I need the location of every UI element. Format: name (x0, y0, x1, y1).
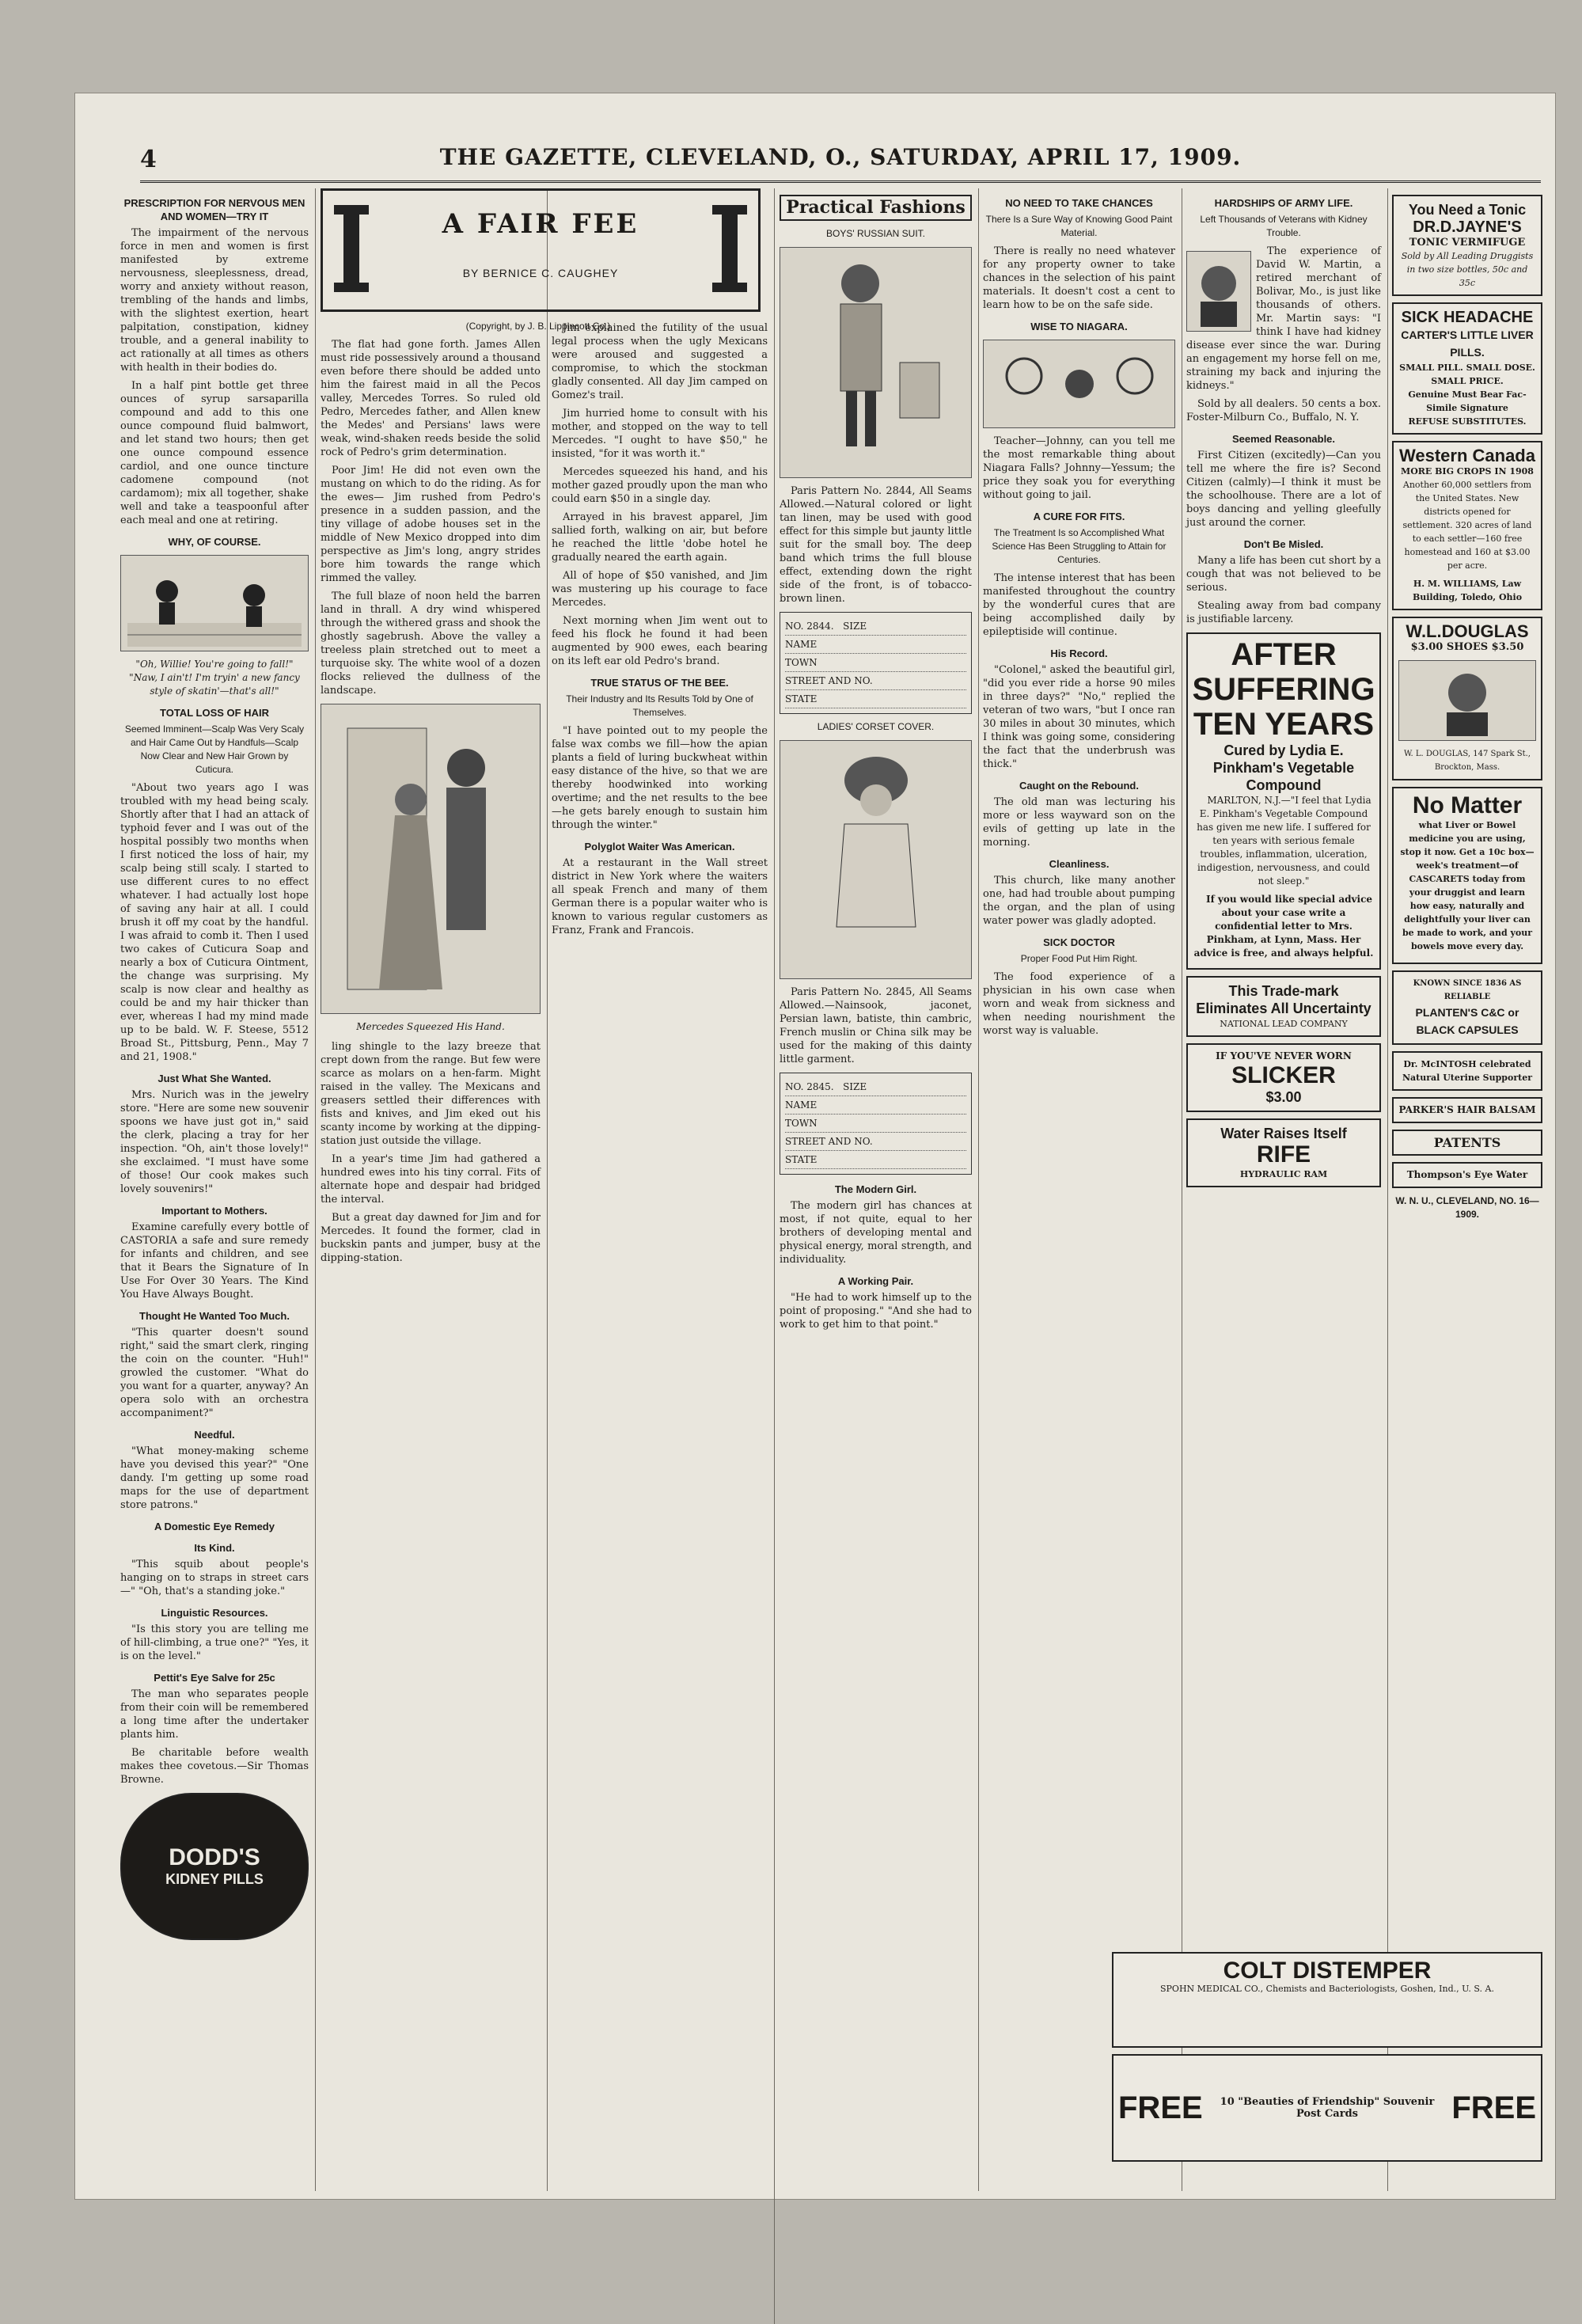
subhead-fits: The Treatment Is so Accomplished What Science Has Been Struggling to Attain for Centuries. (992, 527, 1167, 565)
article-text: Jim explained the futility of the usual legal process when the ugly Mexicans were aroused and suggested a compromise, to which the stockman gladly consented. All day Jim camped on Gomez's trail. (552, 322, 768, 401)
ad-brand: DODD'S (169, 1844, 260, 1870)
headline-working-pair: A Working Pair. (837, 1275, 914, 1287)
article-text: Mercedes squeezed his hand, and his mother gazed proudly upon the man who could earn $50 in a single day. (552, 466, 768, 505)
free-postcards-ad (1112, 2054, 1542, 2162)
headline-linguistic: Linguistic Resources. (161, 1607, 268, 1619)
western-canada-ad (1392, 441, 1542, 610)
wnu-line: W. N. U., CLEVELAND, NO. 16—1909. (1395, 1195, 1539, 1220)
ad-heading: SICK HEADACHE (1401, 309, 1534, 326)
ad-heading: COLT DISTEMPER (1223, 1958, 1432, 1984)
ad-heading: No Matter (1412, 792, 1523, 818)
masthead (140, 139, 1541, 183)
ad-tail: W. L. DOUGLAS, 147 Spark St., Brockton, Mass. (1404, 750, 1531, 772)
jayne-tonic-ad (1392, 195, 1542, 296)
feature-title: A FAIR FEE (442, 208, 639, 240)
article-text: Mrs. Nurich was in the jewelry store. "Here are some new souvenir spoons we have just got in," said the clerk, placing a tray for her inspection. "Oh, ain't those lovely!" she exclaimed. "I must have some of those! Our cook makes such lovely souvenirs!" (120, 1089, 309, 1195)
article-text: First Citizen (excitedly)—Can you tell me where the fire is? Second Citizen (calmly)—I think it must be the schoolhouse. There are a lot of boys dancing and yelling gleefully just around the corner. (1186, 450, 1381, 529)
article-text: In a half pint bottle get three ounces of syrup sarsaparilla compound and add to this one ounce compound fluid balmwort, and let stand two hours; then get one ounce compound essence cardiol, and one ounce tincture cadomene compound (not cardamom); mix all together, shake well and take a teaspoonful after each meal and one at retiring. (120, 380, 309, 526)
ad-agent: H. M. WILLIAMS, Law Building, Toledo, Ohio (1412, 579, 1523, 602)
portrait-illustration (1191, 256, 1246, 327)
form-row-town[interactable]: TOWN (785, 654, 966, 672)
ad-subhead: MORE BIG CROPS IN 1908 (1401, 466, 1534, 477)
cartoon-illustration (992, 344, 1167, 423)
form-row-town[interactable]: TOWN (785, 1115, 966, 1133)
cascarets-ad (1392, 787, 1542, 964)
form-row-name[interactable]: NAME (785, 1096, 966, 1115)
slicker-ad (1186, 1043, 1381, 1112)
thompson-eye-water-ad: Thompson's Eye Water (1392, 1162, 1542, 1188)
ad-brand: DR.D.JAYNE'S (1413, 218, 1522, 236)
headline-waiter: Polyglot Waiter Was American. (584, 841, 735, 853)
article-text: Be charitable before wealth makes thee covetous.—Sir Thomas Browne. (120, 1747, 309, 1786)
article-text: The modern girl has chances at most, if not quite, equal to her brothers of developing mental and physical energy, moral strength, and individuality. (780, 1200, 972, 1266)
ad-heading: IF YOU'VE NEVER WORN (1216, 1050, 1352, 1061)
cartoon-illustration (127, 560, 302, 647)
pattern-text: Paris Pattern No. 2845, All Seams Allowed.—Nainsook, jaconet, Persian lawn, batiste, thin cambric, French muslin or China silk may be used for the making of this dainty little garment. (780, 986, 972, 1065)
ad-heading-line: TEN YEARS (1193, 707, 1375, 742)
rife-ram-ad (1186, 1118, 1381, 1187)
ad-heading-line: SUFFERING (1192, 672, 1375, 707)
carters-pills-ad (1392, 302, 1542, 435)
page-number: 4 (140, 146, 157, 173)
ad-brand: W.L.DOUGLAS (1406, 621, 1529, 641)
ad-heading-line: AFTER (1231, 637, 1337, 672)
headline-record: His Record. (1050, 647, 1108, 659)
free-right: FREE (1451, 2090, 1536, 2125)
form-row-state[interactable]: STATE (785, 690, 966, 708)
headline-mothers: Important to Mothers. (161, 1205, 267, 1217)
practical-fashions-header: Practical Fashions (780, 195, 972, 221)
ad-offer: 10 "Beauties of Friendship" Souvenir Post Cards (1220, 2096, 1435, 2120)
ad-company: NATIONAL LEAD COMPANY (1220, 1019, 1348, 1029)
headline-niagara: WISE TO NIAGARA. (1030, 321, 1128, 332)
subhead-sick-doctor: Proper Food Put Him Right. (1020, 953, 1138, 964)
article-text: Next morning when Jim went out to feed his flock he found it had been augmented by 900 ewes, each bearing on its left ear old Pedro's brand. (552, 615, 768, 667)
headline-jewelry: Just What She Wanted. (157, 1073, 271, 1084)
subhead-paint: There Is a Sure Way of Knowing Good Paint Material. (985, 214, 1173, 238)
ad-product: TONIC VERMIFUGE (1409, 237, 1526, 249)
article-text: "This quarter doesn't sound right," said the smart clerk, ringing the coin on the counter. "Huh!" growled the customer. "What do you want for a quarter, anyway? An opera solo with an orchestra accompaniment?" (120, 1327, 309, 1419)
headline-rebound: Caught on the Rebound. (1019, 780, 1139, 792)
cartoon-caption: "Oh, Willie! You're going to fall!" "Naw, I ain't! I'm tryin' a new fancy style of skatin'—that's all!" (129, 659, 300, 697)
corset-cover-illustration (780, 740, 972, 979)
ad-body: what Liver or Bowel medicine you are using, stop it now. Get a 10c box—week's treatment—of CASCARETS today from your druggist and learn how easy, naturally and delightfully your liver can be made to work, and your bowels move every day. (1400, 820, 1535, 951)
colt-distemper-ad (1112, 1952, 1542, 2048)
ad-product: PLANTEN'S C&C or BLACK CAPSULES (1415, 1006, 1519, 1036)
article-text: Stealing away from bad company is justifiable larceny. (1186, 600, 1381, 625)
ad-subhead: Cured by Lydia E. Pinkham's Vegetable Compound (1212, 742, 1355, 793)
ad-company: SPOHN MEDICAL CO., Chemists and Bacteriologists, Goshen, Ind., U. S. A. (1160, 1984, 1494, 1994)
headline-prescription: PRESCRIPTION FOR NERVOUS MEN AND WOMEN—TRY IT (123, 197, 305, 222)
ad-sub: HYDRAULIC RAM (1239, 1169, 1328, 1179)
headline-fits: A CURE FOR FITS. (1033, 511, 1125, 522)
parker-balsam-ad: PARKER'S HAIR BALSAM (1392, 1097, 1542, 1123)
patents-ad: PATENTS (1392, 1130, 1542, 1156)
story-illustration (321, 704, 541, 1014)
headline-modern-girl: The Modern Girl. (834, 1183, 917, 1195)
article-text: Teacher—Johnny, can you tell me the most remarkable thing about Niagara Falls? Johnny—Yessum; the price they soak you for everything without going to jail. (983, 435, 1175, 501)
ad-product: SLICKER (1231, 1062, 1336, 1088)
form-row-number[interactable]: NO. 2845. SIZE (785, 1078, 966, 1096)
headline-why-of-course: WHY, OF COURSE. (168, 536, 261, 548)
article-text: "What money-making scheme have you devised this year?" "One dandy. I'm getting up some road maps for the use of department store patrons." (120, 1445, 309, 1511)
ad-tagline: SMALL PILL. SMALL DOSE. SMALL PRICE. (1399, 363, 1535, 386)
ad-refuse: REFUSE SUBSTITUTES. (1408, 416, 1527, 427)
article-text: Jim hurried home to consult with his mother, and stopped on the way to tell Mercedes. "I ought to have $50," he insisted, "for it was worth it." (552, 408, 768, 460)
subhead-army-life: Left Thousands of Veterans with Kidney Trouble. (1200, 214, 1368, 238)
form-row-name[interactable]: NAME (785, 636, 966, 654)
article-text: The man who separates people from their coin will be remembered a long time after the undertaker plants him. (120, 1688, 309, 1741)
form-row-state[interactable]: STATE (785, 1151, 966, 1169)
ad-heading: Water Raises Itself (1220, 1126, 1347, 1141)
douglas-shoes-ad (1392, 617, 1542, 780)
article-text: The flat had gone forth. James Allen must ride possessively around a thousand even before there should be added unto him the fairest maid in all the Pecos valley, Mercedes Torres. So ruled old Pedro, Mercedes father, and Allen knew the Medes' and Persians' laws were weak, wind-shaken reeds beside the solid rock of Pedro's grim determination. (321, 339, 541, 458)
column-3 (552, 188, 775, 2324)
article-text: There is really no need whatever for any property owner to take chances in the selection of his paint materials. It doesn't cost a cent to learn how to be on the safe side. (983, 245, 1175, 311)
subhead-corset-cover: LADIES' CORSET COVER. (817, 721, 935, 732)
headline-sick-doctor: SICK DOCTOR (1043, 936, 1115, 948)
ad-heading: You Need a Tonic (1408, 202, 1527, 218)
form-row-number[interactable]: NO. 2844. SIZE (785, 617, 966, 636)
headline-reasonable: Seemed Reasonable. (1231, 433, 1336, 445)
portrait-martin (1186, 251, 1251, 332)
subhead-hair: Seemed Imminent—Scalp Was Very Scaly and Hair Came Out by Handfuls—Scalp Now Clear and New Hair Grown by Cuticura. (124, 723, 305, 775)
article-text: Many a life has been cut short by a cough that was not believed to be serious. (1186, 555, 1381, 594)
ad-body: MARLTON, N.J.—"I feel that Lydia E. Pinkham's Vegetable Compound has given me new life. I suffered for ten years with serious female troubles, inflammation, ulceration, indigestion, nervousness, and could not sleep." (1197, 795, 1371, 887)
headline-army-life: HARDSHIPS OF ARMY LIFE. (1214, 197, 1353, 209)
article-text: But a great day dawned for Jim and for Mercedes. It found the former, clad in buckskin pants and jumper, busy at the dipping-station. (321, 1212, 541, 1264)
article-text: The impairment of the nervous force in men and women is first manifested by extreme nervousness, sleeplessness, dread, worry and anxiety without reason, trembling of the hands and limbs, with the slightest exertion, heart palpitation, constipation, kidney trouble, and a general inability to act rationally at all times as others with health in their bodies do. (120, 227, 309, 374)
article-text: The experience of David W. Martin, a retired merchant of Bolivar, Mo., is just like thousands of others. Mr. Martin says: "I think I have had kidney disease ever since the war. During an engagement my horse fell on me, straining my back and injuring the kidneys." (1186, 245, 1381, 392)
form-row-street[interactable]: STREET AND NO. (785, 1133, 966, 1151)
couple-illustration (332, 712, 529, 1005)
skating-cartoon (120, 555, 309, 651)
column-6 (1186, 188, 1388, 2191)
douglas-portrait-illustration (1412, 665, 1523, 736)
ad-price: $3.00 (1265, 1089, 1302, 1105)
article-text: "This squib about people's hanging on to straps in street cars—" "Oh, that's a standing joke." (120, 1559, 309, 1597)
headline-bee: TRUE STATUS OF THE BEE. (590, 677, 729, 689)
ad-tail: Sold by All Leading Druggists in two size bottles, 50c and 35c (1401, 251, 1534, 288)
column-4 (780, 188, 979, 2191)
column-7 (1392, 188, 1542, 2191)
article-text: "Colonel," asked the beautiful girl, "did you ever ride a horse 90 miles in three days?" "No," replied the veteran of two wars, "but I once ran 30 miles in about 30 minutes, which I think was going some, considering the fact that the underbrush was thick." (983, 664, 1175, 770)
ad-body: If you would like special advice about your case write a confidential letter to Mrs. Pinkham, at Lynn, Mass. Her advice is free, and always helpful. (1193, 894, 1374, 959)
ad-product: RIFE (1256, 1141, 1311, 1168)
subhead-bee: Their Industry and Its Results Told by One of Themselves. (566, 693, 753, 718)
column-5 (983, 188, 1182, 2191)
pattern-order-form-2844 (780, 612, 972, 714)
form-row-street[interactable]: STREET AND NO. (785, 672, 966, 690)
pattern-order-form-2845 (780, 1073, 972, 1175)
article-text: "About two years ago I was troubled with my head being scaly. Shortly after that I had an attack of typhoid fever and I was out of the hospital possibly two months when I first noticed the loss of hair, my scalp being still scaly. I started to use different cures to no effect whatever. I had actually lost hope of saving any hair at all. I could brush it off my coat by the handful. I was afraid to comb it. Then I used two cakes of Cuticura Soap and nearly a box of Cuticura Ointment, the change was surprising. My scalp is now clear and healthy as could be and my hair thicker than ever, whereas I had my mind made up to be bald. W. F. Steese, 5512 Broad St., Pittsburg, Penn., May 7 and 21, 1908." (120, 782, 309, 1063)
ad-heading: Western Canada (1399, 446, 1535, 465)
article-text: The food experience of a physician in his own case when worn and weak from sickness and when needing nourishment the worst way is valuable. (983, 971, 1175, 1037)
article-text: In a year's time Jim had gathered a hundred ewes into his tiny corral. Fits of alternate hope and despair had bridged the interval. (321, 1153, 541, 1206)
ad-heading: This Trade-mark Eliminates All Uncertainty (1196, 983, 1371, 1016)
shoe-portrait (1398, 660, 1536, 741)
pattern-text: Paris Pattern No. 2844, All Seams Allowed.—Natural colored or light tan linen, may be used with good effect for this simple but jaunty little suit for the small boy. The deep band which trims the full blouse effect, extending down the right side of the front, is of tobacco-brown linen. (780, 485, 972, 605)
boys-suit-illustration (780, 247, 972, 478)
boy-figure (797, 252, 955, 473)
headline-eye-remedy: A Domestic Eye Remedy (154, 1521, 275, 1532)
ad-heading: KNOWN SINCE 1836 AS RELIABLE (1413, 979, 1522, 1001)
article-text: Arrayed in his bravest apparel, Jim sallied forth, walking on air, but before he reached the little 'dobe hotel he gradually neared the earth again. (552, 511, 768, 564)
article-text: All of hope of $50 vanished, and Jim was mustering up his courage to face Mercedes. (552, 570, 768, 609)
article-text: The intense interest that has been manifested throughout the country by the wonderful cures that are being accomplished daily by epileptiside will continue. (983, 572, 1175, 638)
article-text: This church, like many another one, had had trouble about pumping the organ, and the plan of using water power was gladly adopted. (983, 875, 1175, 927)
bottom-ads (1112, 1946, 1542, 2175)
headline-quarter: Thought He Wanted Too Much. (139, 1310, 290, 1322)
column-1 (120, 188, 316, 2191)
headline-its-kind: Its Kind. (194, 1542, 235, 1554)
article-text: The old man was lecturing his more or less wayward son on the evils of getting up late in the morning. (983, 796, 1175, 849)
column-2 (321, 188, 639, 2191)
copyright-line: (Copyright, by J. B. Lippincott Co.) (465, 321, 611, 332)
article-text: "I have pointed out to my people the false wax combs we fill—how the apian plants a field of luring buckwheat within easy distance of the hive, so that we are thereby hoodwinked into working overtime; and the net results to the bee—he gets barely enough to sustain him through the winter." (552, 725, 768, 831)
article-text: Examine carefully every bottle of CASTORIA a safe and sure remedy for infants and children, and see that it Bears the Signature of In Use For Over 30 Years. The Kind You Have Always Bought. (120, 1221, 309, 1301)
headline-cleanliness: Cleanliness. (1049, 858, 1110, 870)
planten-capsules-ad (1392, 970, 1542, 1045)
national-lead-ad (1186, 976, 1381, 1037)
article-text: At a restaurant in the Wall street district in New York where the waiters all speak French and many of them German there is a popular waiter who is known to various regular customers as Franz, Frank and Francois. (552, 857, 768, 936)
feature-byline: BY BERNICE C. CAUGHEY (462, 267, 619, 279)
article-text: "He had to work himself up to the point of proposing." "And she had to work to get him to that point." (780, 1292, 972, 1331)
dodds-kidney-pills-ad (120, 1793, 309, 1940)
article-text: Poor Jim! He did not even own the mustang on which to do the riding. As for the ewes— Jim rushed from Pedro's presence in a sudden passion, and the tiny village of adobe houses set in the middle of New Mexico dropped into dim perspective as Jim's long, angry strides bore him towards the range which rimmed the valley. (321, 465, 541, 584)
ad-genuine: Genuine Must Bear Fac-Simile Signature (1408, 389, 1527, 413)
article-text: "Is this story you are telling me of hill-climbing, a true one?" "Yes, it is on the level." (120, 1623, 309, 1662)
headline-eye-salve: Pettit's Eye Salve for 25c (154, 1672, 275, 1684)
illustration-caption: Mercedes Squeezed His Hand. (356, 1021, 505, 1032)
headline-no-need: NO NEED TO TAKE CHANCES (1005, 197, 1153, 209)
mcintosh-ad: Dr. McINTOSH celebrated Natural Uterine Supporter (1392, 1051, 1542, 1091)
ad-price: $3.00 SHOES $3.50 (1410, 641, 1524, 653)
newspaper-title: THE GAZETTE, CLEVELAND, O., SATURDAY, APRIL 17, 1909. (439, 144, 1242, 170)
ad-product: KIDNEY PILLS (165, 1871, 264, 1887)
article-text: The full blaze of noon held the barren land in thrall. A dry wind whispered through the withered grass and shook the ghostly sagebrush. Above the valley a treeless plain stretched out to meet a turquoise sky. The white wool of a dozen flocks relieved the dullness of the landscape. (321, 590, 541, 697)
article-text: ling shingle to the lazy breeze that crept down from the range. But few were scarce as molars on a hen-farm. Might raised in the valley. The Mexicans and greasers settled their differences with fists and knives, and Jim eked out his scanty income by working at the dipping-station just outside the village. (321, 1041, 541, 1147)
article-text: Sold by all dealers. 50 cents a box. Foster-Milburn Co., Buffalo, N. Y. (1186, 398, 1381, 423)
headline-hair: TOTAL LOSS OF HAIR (160, 707, 269, 719)
free-left: FREE (1118, 2090, 1203, 2125)
subhead-russian-suit: BOYS' RUSSIAN SUIT. (826, 228, 925, 239)
pinkham-ad (1186, 632, 1381, 970)
niagara-cartoon (983, 340, 1175, 428)
headline-needful: Needful. (194, 1429, 235, 1441)
woman-figure (797, 745, 955, 974)
ad-body: Another 60,000 settlers from the United States. New districts opened for settlement. 320 acres of land to each settler—160 free homestead and 160 at $3.00 per acre. (1402, 480, 1532, 571)
headline-misled: Don't Be Misled. (1243, 538, 1324, 550)
newspaper-page (75, 93, 1555, 2199)
ad-product: CARTER'S LITTLE LIVER PILLS. (1401, 328, 1534, 359)
